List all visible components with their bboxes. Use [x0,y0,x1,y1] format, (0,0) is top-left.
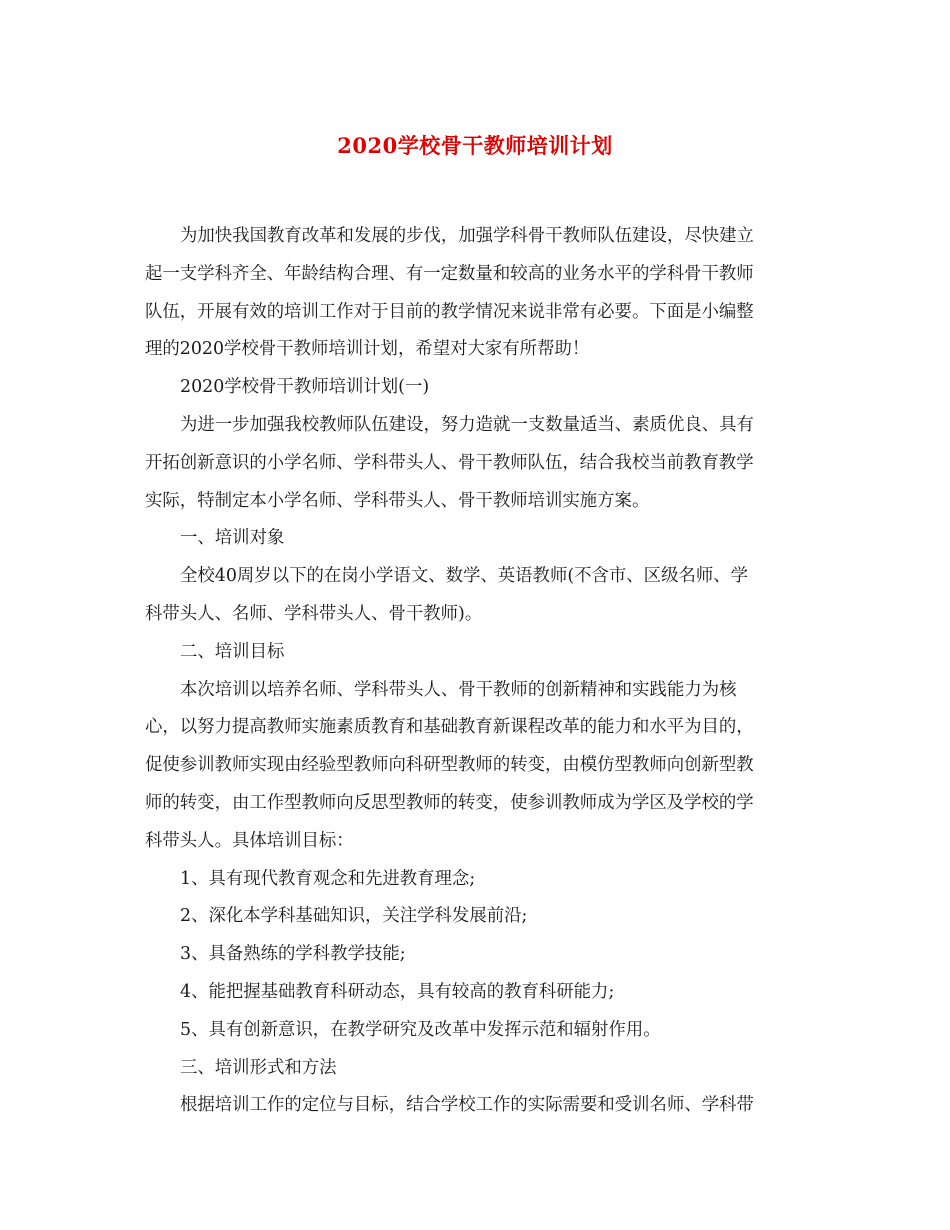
body-line: 三、培训形式和方法 [180,1057,337,1078]
body-line: 起一支学科齐全、年龄结构合理、有一定数量和较高的业务水平的学科骨干教师 [145,263,754,284]
body-line: 为进一步加强我校教师队伍建设，努力造就一支数量适当、素质优良、具有 [180,414,754,435]
body-line: 心，以努力提高教师实施素质教育和基础教育新课程改革的能力和水平为目的， [145,717,754,738]
document-title: 2020学校骨干教师培训计划 [337,133,613,158]
document-body [145,218,800,1125]
body-line: 4、能把握基础教育科研动态，具有较高的教育科研能力; [180,981,615,1002]
body-line: 2020学校骨干教师培训计划(一) [180,377,430,398]
body-line: 实际，特制定本小学名师、学科带头人、骨干教师培训实施方案。 [145,490,650,511]
body-line: 科带头人。具体培训目标： [145,830,354,851]
body-line: 2、深化本学科基础知识，关注学科发展前沿; [180,906,528,927]
body-line: 全校40周岁以下的在岗小学语文、数学、英语教师(不含市、区级名师、学 [180,566,749,587]
body-line: 一、培训对象 [180,528,285,549]
body-line: 二、培训目标 [180,641,285,662]
body-line: 科带头人、名师、学科带头人、骨干教师)。 [145,603,483,624]
body-line: 根据培训工作的定位与目标，结合学校工作的实际需要和受训名师、学科带 [180,1095,754,1116]
body-line: 促使参训教师实现由经验型教师向科研型教师的转变，由模仿型教师向创新型教 [145,755,754,776]
body-line: 理的2020学校骨干教师培训计划，希望对大家有所帮助！ [145,339,590,360]
body-line: 5、具有创新意识，在教学研究及改革中发挥示范和辐射作用。 [180,1019,661,1040]
body-line: 队伍，开展有效的培训工作对于目前的教学情况来说非常有必要。下面是小编整 [145,301,754,322]
body-line: 师的转变，由工作型教师向反思型教师的转变，使参训教师成为学区及学校的学 [145,792,754,813]
body-line: 1、具有现代教育观念和先进教育理念; [180,868,476,889]
body-line: 为加快我国教育改革和发展的步伐，加强学科骨干教师队伍建设，尽快建立 [180,226,754,246]
body-line: 开拓创新意识的小学名师、学科带头人、骨干教师队伍，结合我校当前教育教学 [145,452,754,473]
body-line: 3、具备熟练的学科教学技能; [180,944,406,965]
body-line: 本次培训以培养名师、学科带头人、骨干教师的创新精神和实践能力为核 [180,679,737,700]
